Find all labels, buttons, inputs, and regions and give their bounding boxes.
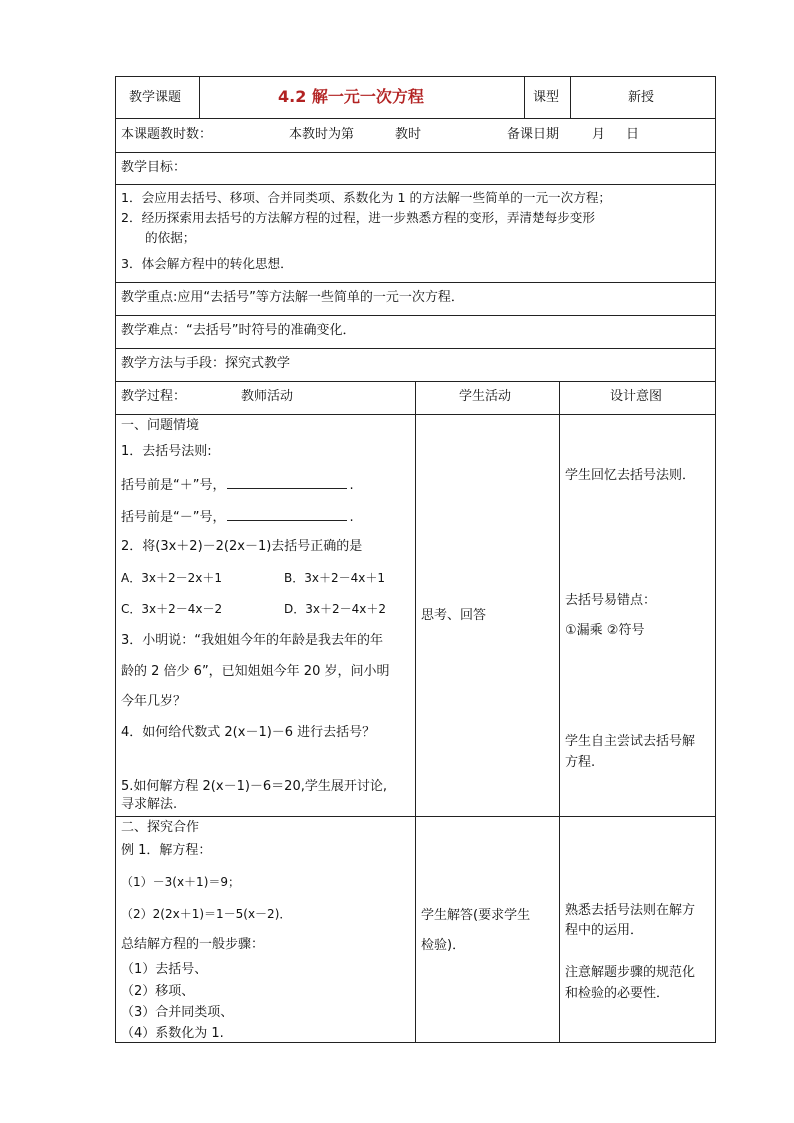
rule-minus-line: [121, 508, 354, 526]
key-point: 教学重点:应用“去括号”等方法解一些简单的一元一次方程．: [121, 290, 464, 305]
table-border-left: [115, 76, 116, 1042]
table-border-top: [115, 76, 716, 77]
lesson-title: 4.2 解一元一次方程: [278, 87, 424, 106]
period: .: [349, 478, 354, 493]
label-hour-unit: 教时: [395, 127, 422, 142]
student-activity: 思考、回答: [421, 608, 487, 623]
type-value: 新授: [628, 90, 655, 105]
label-this-hour: 本教时为第: [289, 127, 355, 142]
row-divider: [115, 152, 716, 153]
step-line: （4）系数化为 1.: [121, 1026, 224, 1041]
rule-plus-line: [121, 476, 354, 494]
objective-item: 的依据；: [145, 230, 196, 245]
teacher-line: 今年几岁？: [121, 694, 187, 709]
row-divider: [115, 184, 716, 185]
section-heading: 二、探究合作: [121, 820, 200, 835]
rule-minus-text: 括号前是“－”号，: [121, 510, 226, 525]
col-divider: [559, 381, 560, 1042]
label-prep-date: 备课日期: [507, 127, 560, 142]
choice-c: C．3x＋2－4x－2: [121, 602, 223, 616]
teacher-line: 3．小明说：“我姐姐今年的年龄是我去年的年: [121, 633, 384, 648]
col-divider: [570, 76, 571, 118]
teacher-line: 2．将(3x＋2)－2(2x－1)去括号正确的是: [121, 539, 363, 554]
student-activity: 学生解答(要求学生: [421, 908, 531, 923]
student-activity: 检验)．: [421, 938, 466, 953]
row-divider: [115, 118, 716, 119]
label-total-hours: 本课题教时数：: [121, 127, 213, 142]
rule-plus-text: 括号前是“＋”号，: [121, 478, 226, 493]
objective-item: 2．经历探索用去括号的方法解方程的过程，进一步熟悉方程的变形，弄清楚每步变形: [121, 210, 595, 225]
design-intent-line: 去括号易错点：: [565, 593, 657, 608]
col-divider: [199, 76, 200, 118]
step-line: （2）移项、: [121, 984, 195, 999]
teacher-line: 1．去括号法则:: [121, 444, 212, 459]
process-label: 教学过程：: [121, 389, 187, 404]
objectives-label: 教学目标：: [121, 160, 187, 175]
student-activity-header: 学生活动: [459, 389, 512, 404]
design-intent-line: 方程.: [565, 755, 596, 770]
equation-line: （1）－3(x＋1)＝9；: [121, 875, 241, 889]
answer-blank[interactable]: [227, 476, 347, 489]
design-intent-line: 熟悉去括号法则在解方: [565, 903, 696, 918]
teaching-method: 教学方法与手段：探究式教学: [121, 356, 291, 371]
teacher-line: 总结解方程的一般步骤：: [121, 937, 265, 952]
teacher-activity-header: 教师活动: [241, 389, 294, 404]
period: .: [349, 510, 354, 525]
design-intent-line: 注意解题步骤的规范化: [565, 965, 696, 980]
label-type: 课型: [533, 90, 560, 105]
row-divider: [115, 315, 716, 316]
answer-blank[interactable]: [227, 508, 347, 521]
choice-a: A．3x＋2－2x＋1: [121, 571, 222, 585]
col-divider: [524, 76, 525, 118]
teacher-line: 4．如何给代数式 2(x－1)－6 进行去括号？: [121, 725, 376, 740]
table-border-bottom: [115, 1042, 716, 1043]
equation-line: （2）2(2x＋1)＝1－5(x－2)．: [121, 907, 292, 921]
objective-item: 1．会应用去括号、移项、合并同类项、系数化为 1 的方法解一些简单的一元一次方程；: [121, 190, 612, 205]
row-divider: [115, 348, 716, 349]
col-divider: [415, 381, 416, 1042]
design-intent-header: 设计意图: [610, 389, 663, 404]
table-border-right: [715, 76, 716, 1042]
teacher-line: 寻求解法.: [121, 797, 178, 812]
choice-b: B．3x＋2－4x＋1: [284, 571, 385, 585]
choice-d: D．3x＋2－4x＋2: [284, 602, 386, 616]
label-day: 日: [626, 127, 640, 142]
section-heading: 一、问题情境: [121, 418, 200, 433]
step-line: （3）合并同类项、: [121, 1005, 234, 1020]
design-intent-line: 学生回忆去括号法则．: [565, 468, 696, 483]
design-intent-line: 学生自主尝试去括号解: [565, 734, 696, 749]
step-line: （1）去括号、: [121, 962, 208, 977]
teacher-line: 例 1．解方程：: [121, 843, 212, 858]
label-topic: 教学课题: [129, 90, 182, 105]
design-intent-line: 和检验的必要性．: [565, 986, 670, 1001]
row-divider: [115, 282, 716, 283]
objective-item: 3．体会解方程中的转化思想．: [121, 256, 293, 271]
teacher-line: 5.如何解方程 2(x－1)－6＝20,学生展开讨论,: [121, 779, 387, 794]
design-intent-line: ①漏乘 ②符号: [565, 623, 645, 638]
label-month: 月: [592, 127, 606, 142]
difficulty: 教学难点：“去括号”时符号的准确变化．: [121, 323, 356, 338]
design-intent-line: 程中的运用．: [565, 923, 644, 938]
teacher-line: 龄的 2 倍少 6”，已知姐姐今年 20 岁，问小明: [121, 664, 390, 679]
